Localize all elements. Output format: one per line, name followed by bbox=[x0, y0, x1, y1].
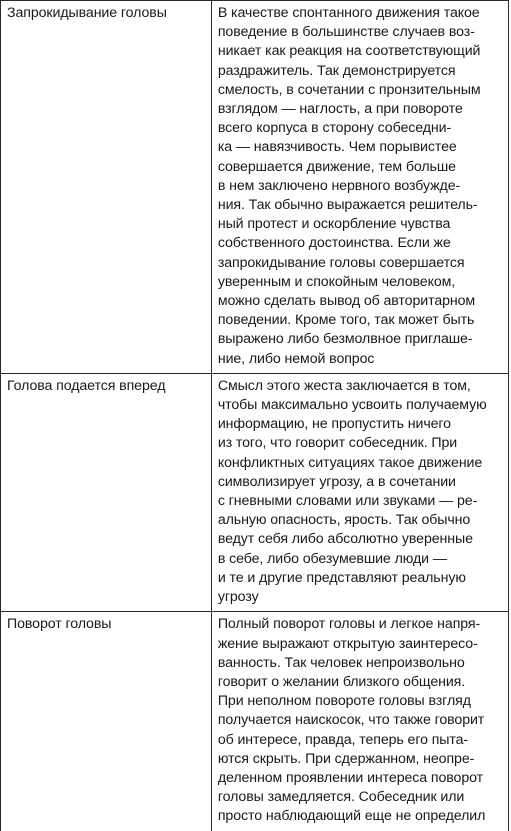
description-line: в нем заключено нервного возбужде- bbox=[217, 177, 461, 194]
table-row bbox=[1, 612, 509, 831]
description-line: ние, либо немой вопрос bbox=[217, 350, 375, 367]
table-row bbox=[1, 373, 509, 611]
table-row bbox=[1, 1, 509, 374]
table-body bbox=[1, 1, 509, 831]
description-line: Смысл этого жеста заключается в том, bbox=[217, 377, 471, 394]
description-line: ный протест и оскорбление чувства bbox=[217, 216, 451, 233]
description-line: Полный поворот головы и легкое напря- bbox=[217, 616, 481, 633]
description-line: смелость, в сочетании с пронзительным bbox=[217, 81, 481, 98]
description-line: конфликтных ситуациях такое движение bbox=[217, 454, 483, 471]
description-line: собственного достоинства. Если же bbox=[217, 235, 451, 252]
description-line: уверенным и спокойным человеком, bbox=[217, 273, 456, 290]
description-line: поведение в большинстве случаев воз- bbox=[217, 24, 475, 41]
gesture-term-cell: Голова подается вперед bbox=[1, 373, 212, 611]
description-line: поведении. Кроме того, так может быть bbox=[217, 312, 475, 329]
description-line: угрозу bbox=[217, 589, 259, 606]
description-line: просто наблюдающий еще не определил bbox=[217, 808, 486, 825]
description-line: альную опасность, ярость. Так обычно bbox=[217, 512, 471, 529]
gesture-description-cell bbox=[211, 373, 508, 611]
description-line: запрокидывание головы совершается bbox=[217, 254, 465, 271]
description-line: деленном проявлении интереса поворот bbox=[217, 769, 484, 786]
description-line: с гневными словами или звуками — ре- bbox=[217, 493, 478, 510]
description-line: головы замедляется. Собеседник или bbox=[217, 789, 465, 806]
description-line: никает как реакция на соответствующий bbox=[217, 43, 481, 60]
description-line: В качестве спонтанного движения такое bbox=[217, 5, 480, 21]
description-line: можно сделать вывод об авторитарном bbox=[217, 293, 476, 310]
description-line: взглядом — наглость, а при повороте bbox=[217, 101, 463, 118]
description-line: в себе, либо обезумевшие люди — bbox=[217, 550, 447, 567]
description-line: всего корпуса в сторону собеседни- bbox=[217, 120, 452, 137]
gesture-term-cell: Поворот головы bbox=[1, 612, 212, 831]
description-line: об интересе, правда, теперь его пыта- bbox=[217, 731, 469, 748]
gesture-description-cell bbox=[211, 612, 508, 831]
description-line: ются скрыть. При сдержанном, неопре- bbox=[217, 750, 475, 767]
description-line: раздражитель. Так демонстрируется bbox=[217, 62, 456, 79]
description-line: символизирует угрозу, а в сочетании bbox=[217, 473, 456, 490]
description-line: чтобы максимально усвоить получаемую bbox=[217, 397, 487, 414]
description-line: совершается движение, тем больше bbox=[217, 158, 456, 175]
description-line: получается наискосок, что также говорит bbox=[217, 712, 485, 729]
description-line: информацию, не пропустить ничего bbox=[217, 416, 451, 433]
description-line: ванность. Так человек непроизвольно bbox=[217, 654, 465, 671]
description-line: ведут себя либо абсолютно уверенные bbox=[217, 531, 473, 548]
description-line: выражено либо безмолвное приглаше- bbox=[217, 331, 473, 348]
description-line: ния. Так обычно выражается решитель- bbox=[217, 197, 478, 214]
description-line: и те и другие представляют реальную bbox=[217, 569, 466, 586]
description-line: говорит о желании близкого общения. bbox=[217, 673, 466, 690]
description-line: жение выражают открытую заинтересо- bbox=[217, 635, 478, 652]
description-line: из того, что говорит собеседник. При bbox=[217, 435, 458, 452]
gesture-term-cell: Запрокидывание головы bbox=[1, 1, 212, 374]
description-line: При неполном повороте головы взгляд bbox=[217, 693, 471, 710]
gesture-description-cell bbox=[211, 1, 508, 374]
description-line: ка — навязчивость. Чем порывистее bbox=[217, 139, 457, 156]
